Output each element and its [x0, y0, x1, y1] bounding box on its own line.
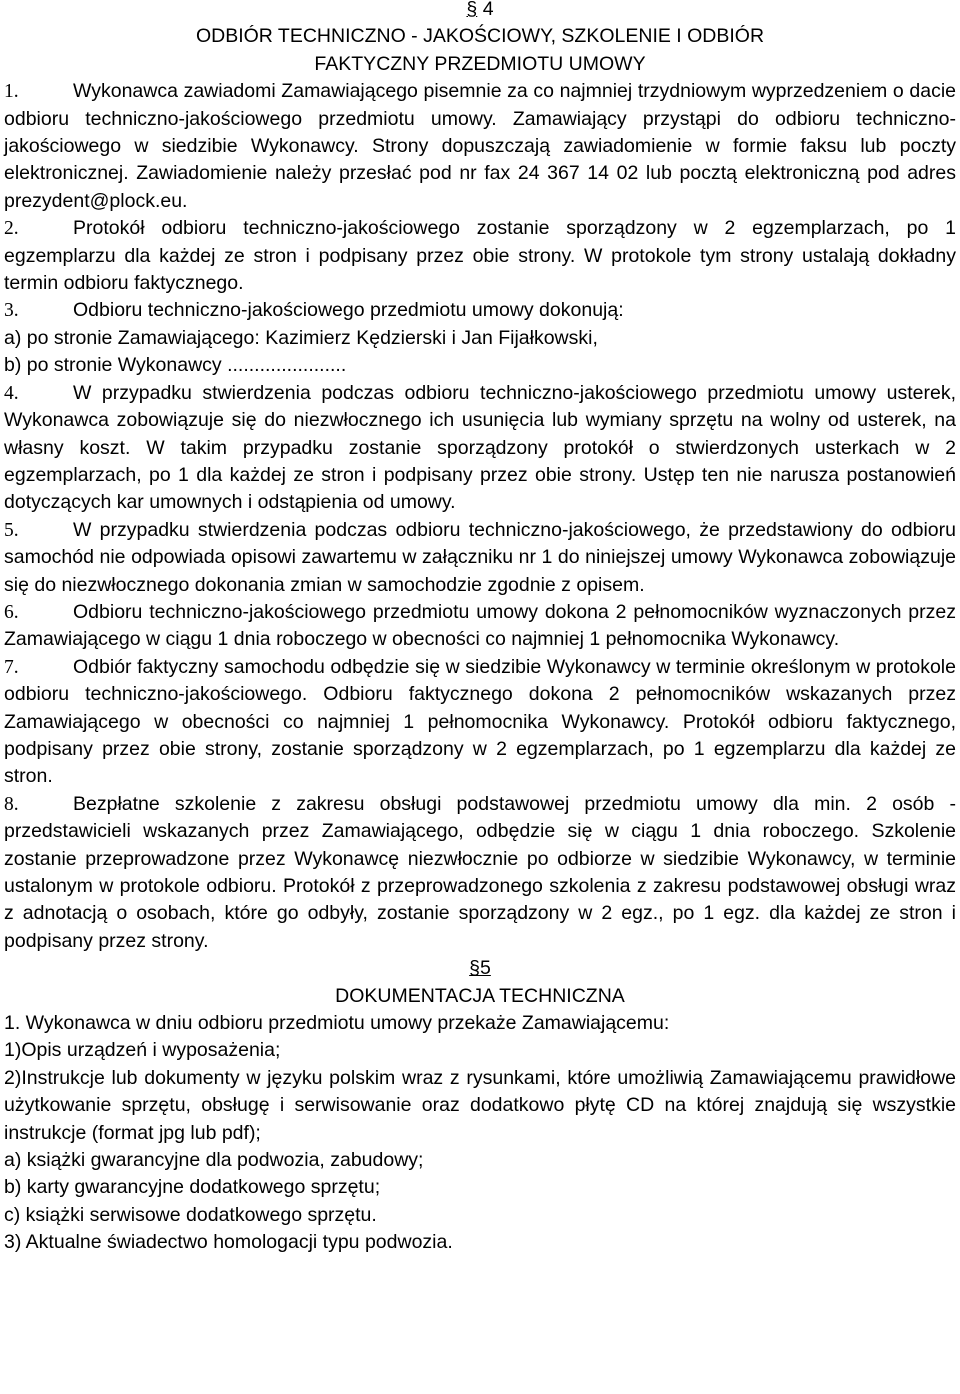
section-4-item-7 [4, 654, 956, 791]
item-number: 1. [4, 81, 19, 103]
section-5-intro: 1. Wykonawca w dniu odbioru przedmiotu umowy przekaże Zamawiającemu: [4, 1012, 670, 1035]
section-sign: § [466, 0, 478, 20]
document-page [4, 0, 956, 1257]
item-number: 6. [4, 601, 19, 623]
section-number: 4 [482, 0, 494, 20]
section-5-item-1: 1)Opis urządzeń i wyposażenia; [4, 1039, 281, 1062]
section-4-item-1 [4, 78, 956, 215]
section-5-title: DOKUMENTACJA TECHNICZNA [335, 984, 625, 1007]
item-number: 3. [4, 300, 19, 322]
item-number: 4. [4, 382, 19, 404]
section-5-heading [4, 955, 956, 982]
section-4-title-line-2: FAKTYCZNY PRZEDMIOTU UMOWY [314, 52, 646, 75]
item-text: W przypadku stwierdzenia podczas odbioru techniczno-jakościowego przedmiotu umowy usterek, Wykonawca zobowiązuje się do niezwłocznego ich usunięcia lub wymiany sprzętu na wolny od usterek, na własny koszt. W takim przypadku zostanie sporządzony protokół o stwierdzonych usterkach w 2 egzemplarzach, po 1 dla każdej ze stron i podpisany przez obie strony. Ustęp ten nie narusza postanowień dotyczących kar umownych i odstąpienia od umowy. [4, 381, 956, 514]
section-4-item-6 [4, 599, 956, 654]
item-text: Bezpłatne szkolenie z zakresu obsługi podstawowej przedmiotu umowy dla min. 2 osób - przedstawicieli wskazanych przez Zamawiającego, odbędzie się w ciągu 1 dnia roboczego. Szkolenie zostanie przeprowadzone przez Wykonawcę niezwłocznie po odbiorze w siedzibie Wykonawcy, w terminie ustalonym w protokole odbioru. Protokół z przeprowadzonego szkolenia z zakresu podstawowej obsługi wraz z adnotacją o osobach, które go odbyły, zostanie sporządzony w 2 egz., po 1 egz. dla każdej ze stron i podpisany przez strony. [4, 792, 956, 952]
section-4-item-3 [4, 297, 956, 324]
section-4-heading [4, 0, 956, 23]
item-text: Protokół odbioru techniczno-jakościowego zostanie sporządzony w 2 egzemplarzach, po 1 egzemplarzu dla każdej ze stron i podpisany przez obie strony. W protokole tym strony ustalają dokładny termin odbioru faktycznego. [4, 217, 956, 295]
item-text: Odbioru techniczno-jakościowego przedmiotu umowy dokona 2 pełnomocników wyznaczonych przez Zamawiającego w ciągu 1 dnia roboczego w obecności co najmniej 1 pełnomocnika Wykonawcy. [4, 600, 956, 651]
section-4-item-3-sub-a: a) po stronie Zamawiającego: Kazimierz Kędzierski i Jan Fijałkowski, [4, 326, 598, 349]
section-number: 5 [480, 957, 491, 980]
item-number: 8. [4, 793, 19, 815]
section-5-sub-c: c) książki serwisowe dodatkowego sprzętu. [4, 1203, 377, 1226]
section-4-item-8 [4, 791, 956, 955]
item-number: 5. [4, 519, 19, 541]
section-sign: § [469, 957, 480, 980]
item-text: Wykonawca zawiadomi Zamawiającego pisemnie za co najmniej trzydniowym wyprzedzeniem o dacie odbioru techniczno-jakościowego przedmiotu umowy. Zamawiający przystąpi do odbioru techniczno-jakościowego w siedzibie Wykonawcy. Strony dopuszczają zawiadomienie w formie faksu lub poczty elektronicznej. Zawiadomienie należy przesłać pod nr fax 24 367 14 02 lub pocztą elektroniczną pod adres prezydent@plock.eu. [4, 80, 956, 212]
item-text: W przypadku stwierdzenia podczas odbioru techniczno-jakościowego, że przedstawiony do odbioru samochód nie odpowiada opisowi zawartemu w załączniku nr 1 do niniejszej umowy Wykonawca zobowiązuje się do niezwłocznego dokonania zmian w samochodzie zgodnie z opisem. [4, 518, 956, 596]
section-5-item-3: 3) Aktualne świadectwo homologacji typu podwozia. [4, 1231, 453, 1254]
section-4-item-5 [4, 517, 956, 599]
section-4-item-4 [4, 380, 956, 517]
item-number: 7. [4, 656, 19, 678]
item-text: Odbiór faktyczny samochodu odbędzie się w siedzibie Wykonawcy w terminie określonym w protokole odbioru techniczno-jakościowego. Odbioru faktycznego dokona 2 pełnomocników wskazanych przez Zamawiającego w obecności co najmniej 1 pełnomocnika Wykonawcy. Protokół odbioru faktycznego, podpisany przez obie strony, zostanie sporządzony w 2 egzemplarzach, po 1 egzemplarzu dla każdej ze stron. [4, 655, 956, 788]
section-4-item-3-sub-b: b) po stronie Wykonawcy ...................... [4, 354, 347, 377]
section-4-title-line-1: ODBIÓR TECHNICZNO - JAKOŚCIOWY, SZKOLENIE I ODBIÓR [195, 25, 765, 48]
item-text: Odbioru techniczno-jakościowego przedmiotu umowy dokonują: [73, 299, 624, 322]
item-number: 2. [4, 218, 19, 240]
section-5-item-2: 2)Instrukcje lub dokumenty w języku polskim wraz z rysunkami, które umożliwią Zamawiającemu prawidłowe użytkowanie sprzętu, obsługę i serwisowanie oraz dodatkowo płytę CD na której znajdują się wszystkie instrukcje (format jpg lub pdf); [4, 1066, 956, 1144]
section-5-sub-a: a) książki gwarancyjne dla podwozia, zabudowy; [4, 1149, 424, 1172]
section-5-sub-b: b) karty gwarancyjne dodatkowego sprzętu; [4, 1176, 381, 1199]
section-4-item-2 [4, 215, 956, 297]
